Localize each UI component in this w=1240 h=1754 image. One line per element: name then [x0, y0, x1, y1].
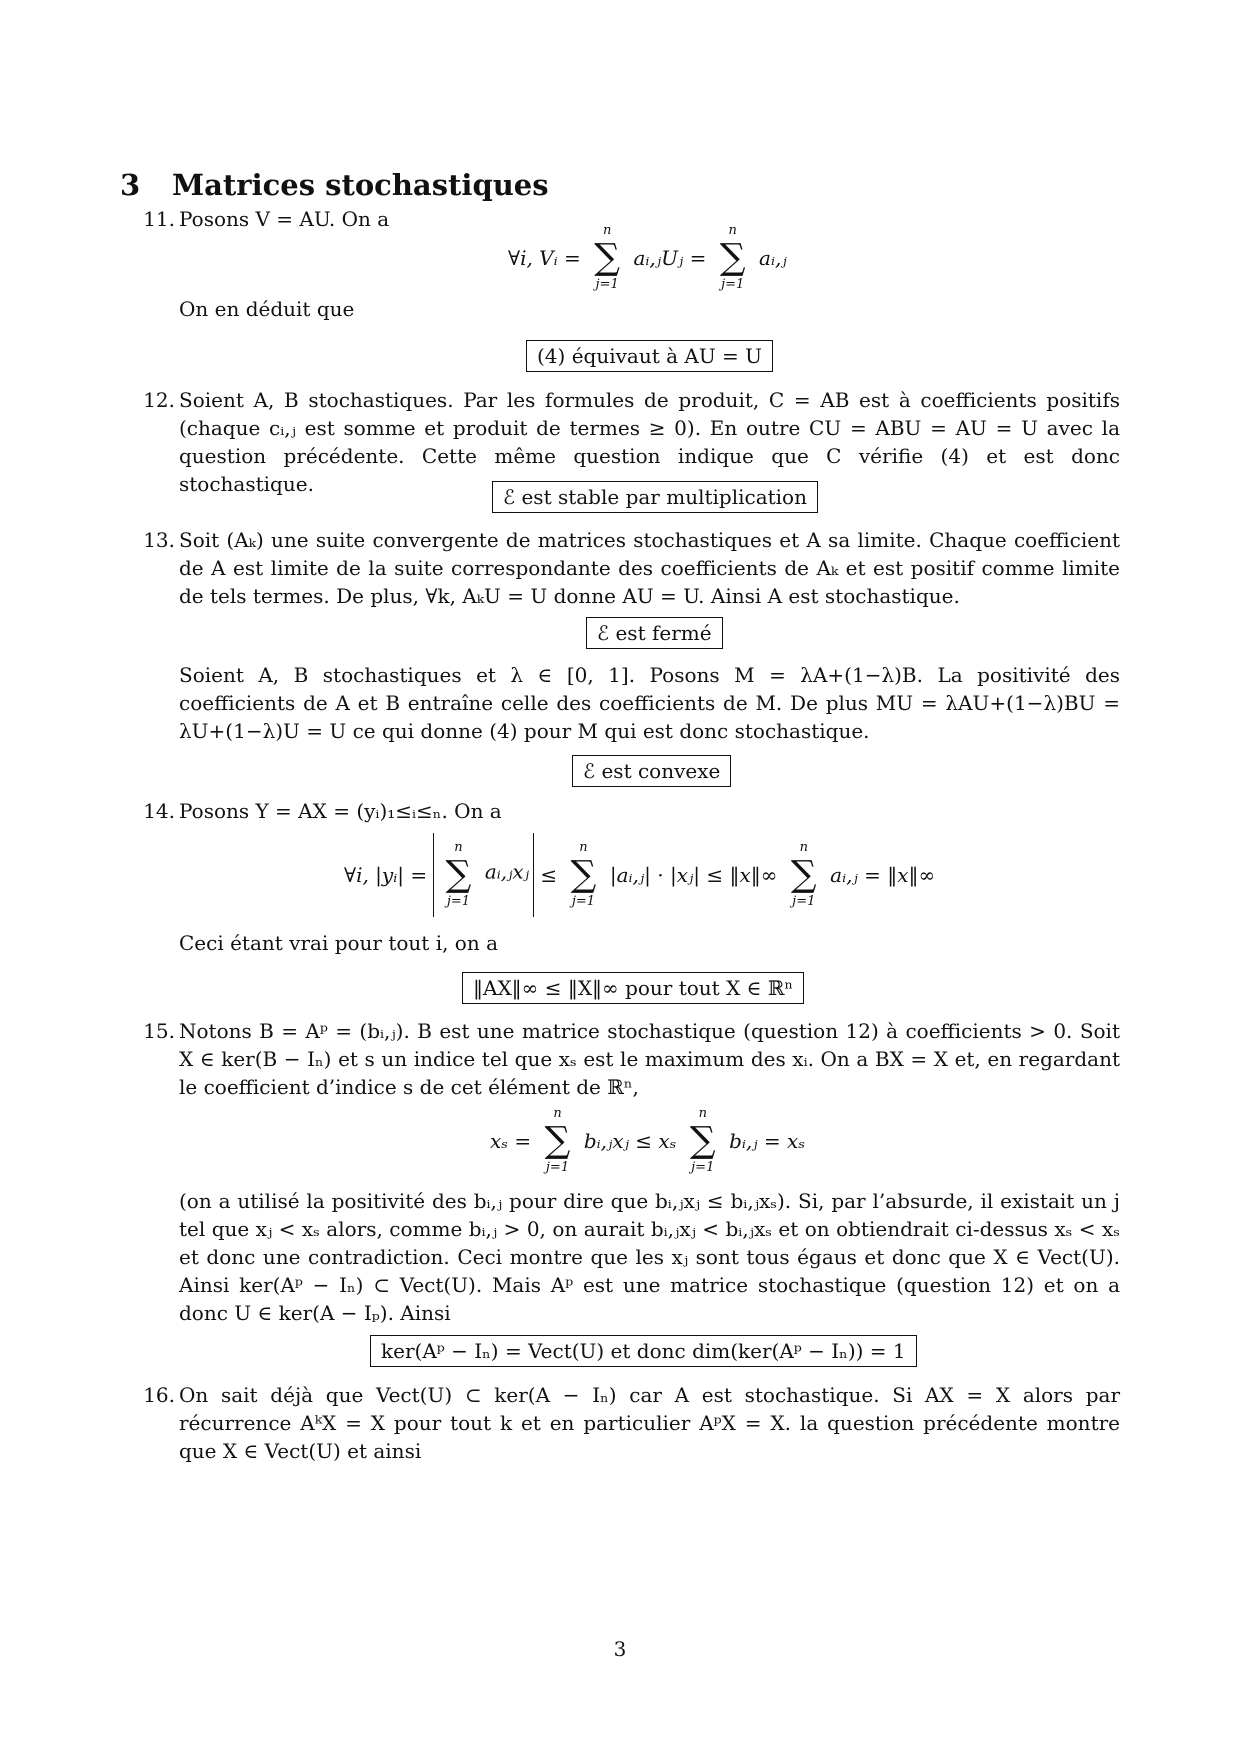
formula-term: bᵢ,ⱼ = xₛ: [729, 1129, 806, 1153]
section-title: [120, 168, 549, 202]
formula-term: aᵢ,ⱼ = ‖x‖∞: [830, 863, 936, 887]
section-number: 3: [120, 168, 141, 202]
question-16: [135, 1381, 1120, 1465]
sum-symbol: n ∑ j=1: [570, 840, 597, 909]
formula-q15: [490, 1106, 805, 1176]
question-text: Notons B = Aᵖ = (bᵢ,ⱼ). B est une matrice stochastique (question 12) à coefficients > 0. Soit X ∈ ker(B − Iₙ) et s un indice tel que xₛ est le maximum des xᵢ. On a BX = X et, en regardant le coefficient d’indice s de cet élément de ℝⁿ,: [179, 1019, 1120, 1099]
question-15: [135, 1017, 1120, 1101]
formula-lhs: ∀i, |yᵢ| =: [344, 863, 428, 887]
sum-symbol: n ∑ j=1: [445, 840, 472, 909]
question-text: Posons Y = AX = (yᵢ)₁≤ᵢ≤ₙ. On a: [179, 799, 502, 823]
boxed-result: ker(Aᵖ − Iₙ) = Vect(U) et donc dim(ker(Aᵖ − Iₙ)) = 1: [370, 1335, 917, 1367]
question-13: [135, 526, 1120, 610]
sum-symbol: n ∑ j=1: [790, 840, 817, 909]
formula-term: aᵢ,ⱼ: [759, 246, 787, 270]
question-number: 11.: [143, 207, 175, 231]
formula-lhs: ∀i, Vᵢ =: [508, 246, 581, 270]
question-text: Soient A, B stochastiques. Par les formules de produit, C = AB est à coefficients positifs (chaque cᵢ,ⱼ est somme et produit de termes ≥ 0). En outre CU = ABU = AU = U avec la question précédente. Cette même question indique que C vérifie (4) et est donc stochastique.: [179, 388, 1120, 496]
question-text: On sait déjà que Vect(U) ⊂ ker(A − Iₙ) car A est stochastique. Si AX = X alors par récurrence AᵏX = X pour tout k et en particulier AᵖX = X. la question précédente montre que X ∈ Vect(U) et ainsi: [179, 1383, 1120, 1463]
absolute-value: [433, 833, 534, 917]
boxed-result: ℰ est fermé: [586, 617, 723, 649]
sum-symbol: n ∑ j=1: [719, 223, 746, 292]
paragraph: Ceci étant vrai pour tout i, on a: [179, 931, 499, 955]
question-number: 13.: [143, 528, 175, 552]
boxed-result: ‖AX‖∞ ≤ ‖X‖∞ pour tout X ∈ ℝⁿ: [462, 972, 804, 1004]
formula-q11: [508, 223, 787, 293]
sum-symbol: n ∑ j=1: [594, 223, 620, 292]
formula-term: |aᵢ,ⱼ| · |xⱼ| ≤ ‖x‖∞: [609, 863, 778, 887]
page-number: 3: [613, 1637, 627, 1661]
formula-lhs: xₛ =: [490, 1129, 532, 1153]
paragraph: (on a utilisé la positivité des bᵢ,ⱼ pour dire que bᵢ,ⱼxⱼ ≤ bᵢ,ⱼxₛ). Si, par l’absurde, il existait un j tel que xⱼ < xₛ alors, comme bᵢ,ⱼ > 0, on aurait bᵢ,ⱼxⱼ < bᵢ,ⱼxₛ et on obtiendrait ci-dessus xₛ < xₛ et donc une contradiction. Ceci montre que les xⱼ sont tous égaus et donc que X ∈ Vect(U). Ainsi ker(Aᵖ − Iₙ) ⊂ Vect(U). Mais Aᵖ est une matrice stochastique (question 12) et on a donc U ∈ ker(A − Iₚ). Ainsi: [179, 1189, 1120, 1325]
boxed-result: ℰ est convexe: [572, 755, 731, 787]
question-14: [135, 797, 1120, 825]
sum-symbol: n ∑ j=1: [544, 1106, 571, 1175]
section-heading: Matrices stochastiques: [172, 168, 549, 202]
boxed-result: (4) équivaut à AU = U: [526, 340, 773, 372]
question-number: 14.: [143, 799, 175, 823]
formula-term: aᵢ,ⱼxⱼ: [484, 859, 529, 884]
formula-term: aᵢ,ⱼUⱼ =: [633, 246, 707, 270]
question-text: Posons V = AU. On a: [179, 207, 390, 231]
boxed-result: ℰ est stable par multiplication: [492, 481, 818, 513]
sum-symbol: n ∑ j=1: [689, 1106, 716, 1175]
question-number: 12.: [143, 388, 175, 412]
question-number: 15.: [143, 1019, 175, 1043]
formula-q14: [344, 833, 935, 917]
paragraph: On en déduit que: [179, 297, 355, 321]
formula-term: bᵢ,ⱼxⱼ ≤ xₛ: [583, 1129, 677, 1153]
paragraph: Soient A, B stochastiques et λ ∈ [0, 1]. Posons M = λA+(1−λ)B. La positivité des coefficients de A et B entraîne celle des coefficients de M. De plus MU = λAU+(1−λ)BU = λU+(1−λ)U = U ce qui donne (4) pour M qui est donc stochastique.: [179, 663, 1120, 743]
formula-op: ≤: [540, 863, 558, 887]
question-number: 16.: [143, 1383, 175, 1407]
question-text: Soit (Aₖ) une suite convergente de matrices stochastiques et A sa limite. Chaque coefficient de A est limite de la suite correspondante des coefficients de Aₖ et est positif comme limite de tels termes. De plus, ∀k, AₖU = U donne AU = U. Ainsi A est stochastique.: [179, 528, 1120, 608]
